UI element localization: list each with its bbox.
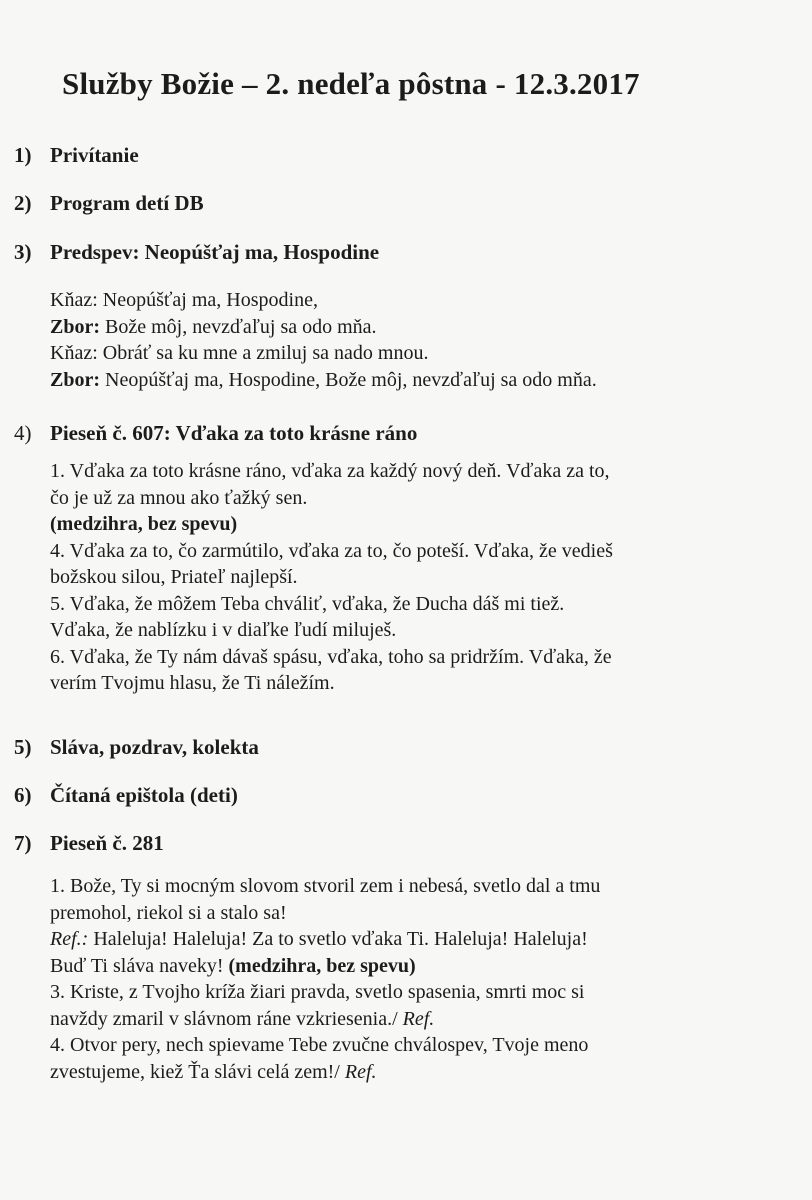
refrain-label: Ref.: <box>50 928 89 950</box>
song-281-lyrics <box>50 873 790 1085</box>
predspev-line <box>50 314 790 341</box>
item-label: Program detí DB <box>50 191 204 215</box>
item-5 <box>14 735 794 760</box>
item-label: Privítanie <box>50 143 139 167</box>
item-4 <box>14 421 794 446</box>
lyric-line: verím Tvojmu hlasu, že Ti náležím. <box>50 672 335 694</box>
line-text: navždy zmaril v slávnom ráne vzkriesenia./ <box>50 1007 403 1030</box>
lyric-line <box>50 1059 790 1086</box>
song-607-lyrics <box>50 458 790 697</box>
item-2 <box>14 191 794 216</box>
speaker-label: Kňaz: <box>50 342 98 364</box>
refrain-mark: Ref. <box>344 1060 377 1083</box>
lyric-line: 5. Vďaka, že môžem Teba chváliť, vďaka, že Ducha dáš mi tiež. <box>50 592 565 615</box>
line-text: zvestujeme, kiež Ťa slávi celá zem!/ <box>50 1060 345 1083</box>
speaker-label: Zbor: <box>50 315 100 338</box>
refrain-mark: Ref. <box>402 1007 435 1030</box>
predspev-line <box>50 287 790 314</box>
line-text: Bože môj, nevzďaľuj sa odo mňa. <box>100 315 377 338</box>
lyric-line: 1. Vďaka za toto krásne ráno, vďaka za každý nový deň. Vďaka za to, <box>50 460 610 482</box>
refrain-line <box>50 953 790 980</box>
lyric-line: premohol, riekol si a stalo sa! <box>50 901 287 924</box>
refrain-line <box>50 926 790 953</box>
item-label: Čítaná epištola (deti) <box>50 783 238 807</box>
predspev-line <box>50 367 790 394</box>
speaker-label: Zbor: <box>50 368 100 391</box>
lyric-line: 6. Vďaka, že Ty nám dávaš spásu, vďaka, toho sa pridržím. Vďaka, že <box>50 645 612 668</box>
item-number: 4) <box>14 421 32 445</box>
item-1 <box>14 143 794 168</box>
item-7 <box>14 831 794 856</box>
interlude-note: (medzihra, bez spevu) <box>50 513 238 535</box>
lyric-line: 1. Bože, Ty si mocným slovom stvoril zem i nebesá, svetlo dal a tmu <box>50 875 601 897</box>
lyric-line: 4. Otvor pery, nech spievame Tebe zvučne chválospev, Tvoje meno <box>50 1034 589 1056</box>
lyric-line: čo je už za mnou ako ťažký sen. <box>50 486 308 509</box>
lyric-line <box>50 1006 790 1033</box>
item-number: 5) <box>14 735 32 759</box>
item-6 <box>14 783 794 808</box>
line-text: Neopúšťaj ma, Hospodine, Bože môj, nevzďaľuj sa odo mňa. <box>100 368 597 391</box>
lyric-line: Vďaka, že nablízku i v diaľke ľudí miluješ. <box>50 619 397 641</box>
lyric-line: božskou silou, Priateľ najlepší. <box>50 566 298 588</box>
item-number: 7) <box>14 831 32 855</box>
line-text: Obráť sa ku mne a zmiluj sa nado mnou. <box>97 342 429 364</box>
predspev-text <box>50 287 790 393</box>
item-number: 2) <box>14 191 32 215</box>
item-label: Pieseň č. 607: Vďaka za toto krásne ráno <box>50 421 418 445</box>
item-label: Sláva, pozdrav, kolekta <box>50 735 259 759</box>
page-title: Služby Božie – 2. nedeľa pôstna - 12.3.2017 <box>62 66 640 101</box>
predspev-line <box>50 340 790 367</box>
item-label: Predspev: Neopúšťaj ma, Hospodine <box>50 240 380 264</box>
item-number: 1) <box>14 143 32 167</box>
lyric-line: 3. Kriste, z Tvojho kríža žiari pravda, svetlo spasenia, smrti moc si <box>50 981 585 1003</box>
item-label: Pieseň č. 281 <box>50 831 164 855</box>
item-3 <box>14 240 794 265</box>
line-text: Neopúšťaj ma, Hospodine, <box>97 289 318 311</box>
interlude-note: (medzihra, bez spevu) <box>228 954 416 977</box>
item-number: 3) <box>14 240 32 264</box>
lyric-line: 4. Vďaka za to, čo zarmútilo, vďaka za to, čo poteší. Vďaka, že vedieš <box>50 539 613 562</box>
line-text: Buď Ti sláva naveky! <box>50 954 229 977</box>
line-text: Haleluja! Haleluja! Za to svetlo vďaka Ti. Haleluja! Haleluja! <box>88 928 588 950</box>
item-number: 6) <box>14 783 32 807</box>
speaker-label: Kňaz: <box>50 289 98 311</box>
